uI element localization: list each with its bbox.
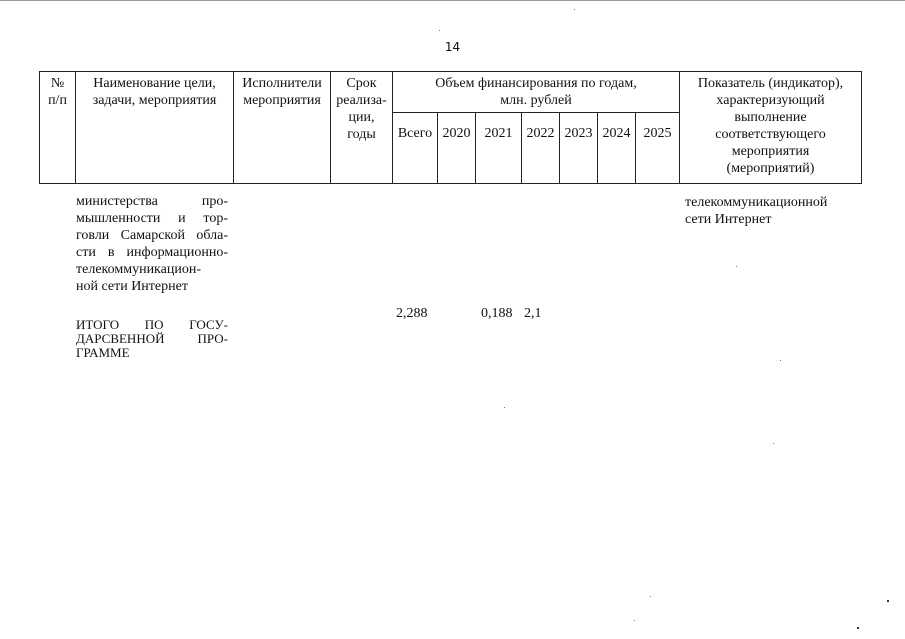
row-description-line2: мышленности и тор- bbox=[76, 211, 228, 226]
scan-speck bbox=[650, 596, 651, 597]
header-funding-line2: млн. рублей bbox=[500, 93, 572, 108]
header-year-2024: 2024 bbox=[598, 113, 636, 184]
row-indicator-line1: телекоммуникационной bbox=[685, 195, 828, 210]
header-name-line1: Наименование цели, bbox=[93, 76, 216, 91]
header-indicator-line1: Показатель (индикатор), bbox=[697, 76, 844, 91]
row-description-line1: министерства про- bbox=[76, 194, 228, 209]
total-value-2022: 2,1 bbox=[524, 306, 542, 321]
header-name bbox=[76, 72, 234, 184]
header-name-line2: задачи, мероприятия bbox=[92, 93, 217, 108]
header-term-line3: ции, bbox=[348, 110, 375, 125]
scan-speck bbox=[634, 620, 635, 621]
header-term bbox=[331, 72, 393, 184]
header-year-2020: 2020 bbox=[438, 113, 476, 184]
top-border-line bbox=[0, 0, 905, 1]
header-indicator bbox=[680, 72, 862, 184]
header-executors-line1: Исполнители bbox=[242, 76, 322, 91]
page-number: 14 bbox=[444, 40, 461, 54]
total-label-line1: ИТОГО ПО ГОСУ- bbox=[76, 317, 228, 332]
header-indicator-line4: соответствующего bbox=[715, 127, 826, 142]
row-description-line3: говли Самарской обла- bbox=[76, 228, 228, 243]
total-label-line2: ДАРСВЕННОЙ ПРО- bbox=[76, 331, 228, 346]
header-number bbox=[40, 72, 76, 184]
program-table-header bbox=[39, 71, 862, 184]
header-funding-line1: Объем финансирования по годам, bbox=[435, 76, 637, 91]
header-year-2021: 2021 bbox=[476, 113, 522, 184]
header-executors bbox=[234, 72, 331, 184]
header-year-2022: 2022 bbox=[522, 113, 560, 184]
scan-speck bbox=[780, 360, 781, 361]
header-year-total: Всего bbox=[393, 113, 438, 184]
header-term-line4: годы bbox=[347, 127, 376, 142]
header-indicator-line6: (мероприятий) bbox=[726, 161, 815, 176]
header-number-line1: № bbox=[50, 76, 65, 91]
row-description-line4: сти в информационно- bbox=[76, 245, 228, 260]
header-indicator-line5: мероприятия bbox=[731, 144, 810, 159]
row-description bbox=[76, 193, 228, 295]
total-label-line3: ГРАММЕ bbox=[76, 345, 130, 360]
header-term-line1: Срок bbox=[346, 76, 377, 91]
header-executors-line2: мероприятия bbox=[243, 93, 321, 108]
scan-speck bbox=[736, 266, 737, 267]
scan-speck bbox=[439, 30, 440, 31]
header-term-line2: реализа- bbox=[336, 93, 387, 108]
header-year-2023: 2023 bbox=[560, 113, 598, 184]
total-value-2021: 0,188 bbox=[481, 306, 513, 321]
scan-speck bbox=[773, 443, 774, 444]
header-number-line2: п/п bbox=[48, 93, 67, 108]
scan-speck bbox=[887, 600, 889, 602]
header-year-2025: 2025 bbox=[636, 113, 680, 184]
scan-speck bbox=[574, 9, 575, 10]
total-value-all: 2,288 bbox=[396, 306, 428, 321]
scan-speck bbox=[504, 407, 505, 408]
total-label bbox=[76, 318, 228, 360]
scan-speck bbox=[857, 627, 859, 629]
row-indicator bbox=[685, 194, 855, 228]
row-indicator-line2: сети Интернет bbox=[685, 212, 772, 227]
header-funding bbox=[393, 72, 680, 113]
header-indicator-line3: выполнение bbox=[734, 110, 807, 125]
row-description-line6: ной сети Интернет bbox=[76, 279, 188, 294]
row-description-line5: телекоммуникацион- bbox=[76, 262, 202, 277]
header-indicator-line2: характеризующий bbox=[716, 93, 825, 108]
